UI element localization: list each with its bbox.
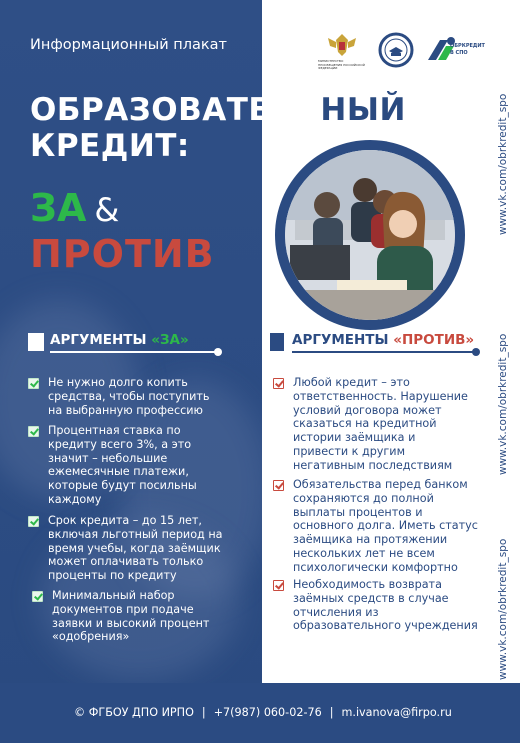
za-word: ЗА [30, 186, 87, 230]
footer-email[interactable]: m.ivanova@firpo.ru [341, 706, 452, 719]
poster-subtitle: Информационный плакат [30, 37, 227, 53]
check-icon [32, 591, 43, 602]
side-link-1[interactable]: www.vk.com/obrkredit_spo [497, 93, 509, 235]
za-heading-text: АРГУМЕНТЫ «ЗА» [50, 332, 189, 348]
side-links [497, 80, 513, 680]
partner-logos [318, 30, 492, 70]
za-heading-dot [214, 348, 222, 356]
protiv-heading-dot [472, 348, 480, 356]
ministry-logo [318, 30, 365, 70]
footer-contacts: © ФГБОУ ДПО ИРПО | +7(987) 060-02-76 | m.ivanova@firpo.ru [74, 706, 452, 719]
check-icon [28, 426, 39, 437]
obrkredit-line1: ОБРКРЕДИТ [450, 43, 485, 49]
title-line1-tail: НЫЙ [320, 92, 406, 128]
protiv-section-heading [270, 331, 480, 353]
title-line1: ОБРАЗОВАТЕЛЬ [30, 92, 321, 128]
za-heading-marker [28, 333, 44, 351]
title-line2: КРЕДИТ: [30, 128, 190, 164]
irpo-circle-icon [378, 32, 414, 68]
check-icon [28, 516, 39, 527]
footer-org: © ФГБОУ ДПО ИРПО [74, 706, 194, 719]
ampersand: & [94, 191, 120, 229]
obrkredit-line2: В СПО [450, 50, 468, 56]
check-icon [273, 480, 284, 491]
za-heading [30, 186, 119, 230]
side-link-3[interactable]: www.vk.com/obrkredit_spo [497, 538, 509, 680]
check-icon [28, 378, 39, 389]
protiv-word: ПРОТИВ [30, 232, 215, 276]
students-photo [285, 150, 455, 320]
students-illustration [285, 150, 455, 320]
footer-phone[interactable]: +7(987) 060-02-76 [213, 706, 322, 719]
irpo-logo [378, 32, 414, 68]
side-link-2[interactable]: www.vk.com/obrkredit_spo [497, 333, 509, 475]
check-icon [273, 378, 284, 389]
protiv-heading-text: АРГУМЕНТЫ «ПРОТИВ» [292, 332, 475, 348]
za-heading-underline [50, 351, 220, 353]
ministry-caption: МИНИСТЕРСТВО ПРОСВЕЩЕНИЯ РОССИЙСКОЙ ФЕДЕРАЦИИ [318, 59, 365, 70]
protiv-heading-underline [292, 351, 478, 353]
za-section-heading [28, 331, 220, 353]
obrkredit-logo [424, 34, 488, 66]
check-icon [273, 580, 284, 591]
protiv-heading-marker [270, 333, 284, 351]
